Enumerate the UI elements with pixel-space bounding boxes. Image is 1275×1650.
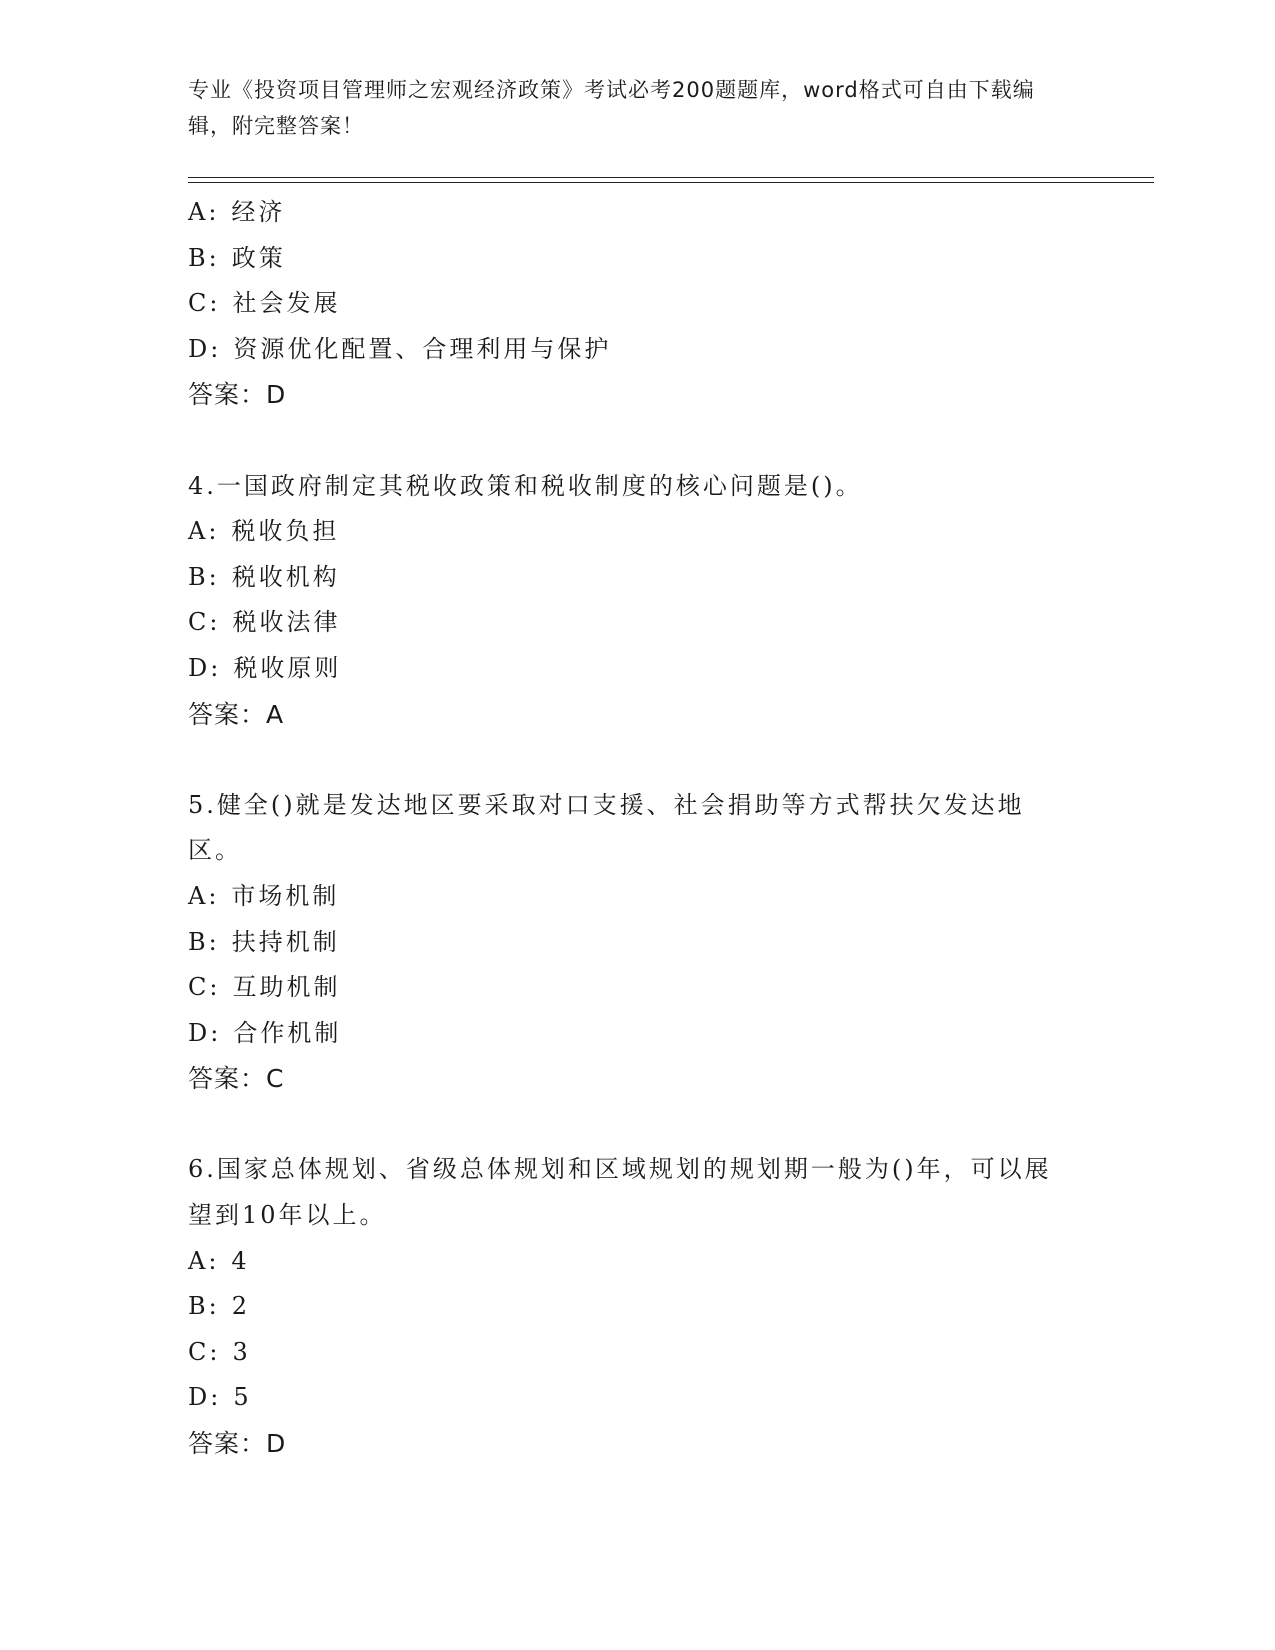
option-d (188, 646, 1088, 692)
option-label: B: (188, 927, 220, 956)
option-label: A: (188, 881, 220, 910)
option-label: A: (188, 1246, 220, 1275)
option-c (188, 1330, 1088, 1376)
option-c (188, 600, 1088, 646)
option-d (188, 1375, 1088, 1421)
option-text: 税收原则 (233, 653, 342, 682)
option-label: D: (188, 1383, 222, 1412)
option-label: A: (188, 517, 220, 546)
question-block-5 (188, 783, 1088, 1102)
option-text: 互助机制 (232, 973, 341, 1002)
option-d (188, 1011, 1088, 1057)
option-text: 5 (233, 1383, 252, 1412)
option-b (188, 236, 1088, 282)
option-text: 政策 (231, 243, 286, 272)
option-b (188, 920, 1088, 966)
option-c (188, 281, 1088, 327)
option-text: 扶持机制 (231, 927, 340, 956)
option-text: 社会发展 (232, 289, 341, 318)
option-text: 经济 (231, 198, 286, 226)
question-number: 6. (188, 1155, 217, 1184)
question-number: 4. (188, 471, 217, 500)
option-label: B: (188, 243, 220, 272)
option-b (188, 555, 1088, 601)
option-text: 税收机构 (231, 562, 340, 591)
option-label: D: (188, 334, 222, 363)
spacer (188, 1102, 1088, 1148)
option-text: 2 (231, 1292, 251, 1321)
header-rule-top (188, 177, 1154, 178)
option-label: C: (188, 1337, 221, 1366)
option-label: B: (188, 1292, 220, 1321)
option-d (188, 327, 1088, 373)
option-text: 税收负担 (231, 517, 340, 546)
option-text: 4 (231, 1246, 250, 1275)
option-b (188, 1284, 1088, 1330)
question-block-6 (188, 1147, 1088, 1466)
option-a (188, 509, 1088, 555)
option-c (188, 965, 1088, 1011)
option-text: 市场机制 (231, 881, 340, 910)
option-text: 税收法律 (232, 608, 341, 637)
option-label: A: (188, 198, 220, 226)
option-label: C: (188, 608, 221, 637)
answer-line: 答案：D (188, 1429, 287, 1459)
document-header: 专业《投资项目管理师之宏观经济政策》考试必考200题题库，word格式可自由下载编辑，附完整答案！ (188, 78, 1035, 138)
spacer (188, 418, 1088, 464)
option-label: D: (188, 653, 222, 682)
question-block-3 (188, 190, 1088, 418)
question-text: 健全()就是发达地区要采取对口支援、社会捐助等方式帮扶欠发达地区。 (188, 790, 1025, 865)
option-text: 资源优化配置、合理利用与保护 (233, 334, 612, 363)
option-text: 3 (232, 1337, 251, 1366)
answer-line: 答案：A (188, 699, 285, 729)
question-stem (188, 464, 1068, 510)
answer-line: 答案：C (188, 1064, 285, 1094)
header-rule-bottom (188, 182, 1154, 183)
question-number: 5. (188, 790, 217, 819)
question-stem (188, 1147, 1068, 1238)
option-a (188, 1239, 1088, 1285)
option-label: C: (188, 289, 221, 318)
question-block-4 (188, 464, 1088, 738)
option-text: 合作机制 (233, 1018, 342, 1047)
question-text: 一国政府制定其税收政策和税收制度的核心问题是()。 (216, 471, 863, 500)
question-text: 国家总体规划、省级总体规划和区域规划的规划期一般为()年，可以展望到10年以上。 (188, 1155, 1052, 1230)
option-label: B: (188, 562, 220, 591)
question-stem (188, 783, 1068, 874)
answer-line: 答案：D (188, 380, 287, 410)
option-label: C: (188, 973, 221, 1002)
spacer (188, 737, 1088, 783)
question-list (188, 190, 1088, 1467)
option-label: D: (188, 1018, 222, 1047)
option-a (188, 190, 1088, 236)
option-a (188, 874, 1088, 920)
